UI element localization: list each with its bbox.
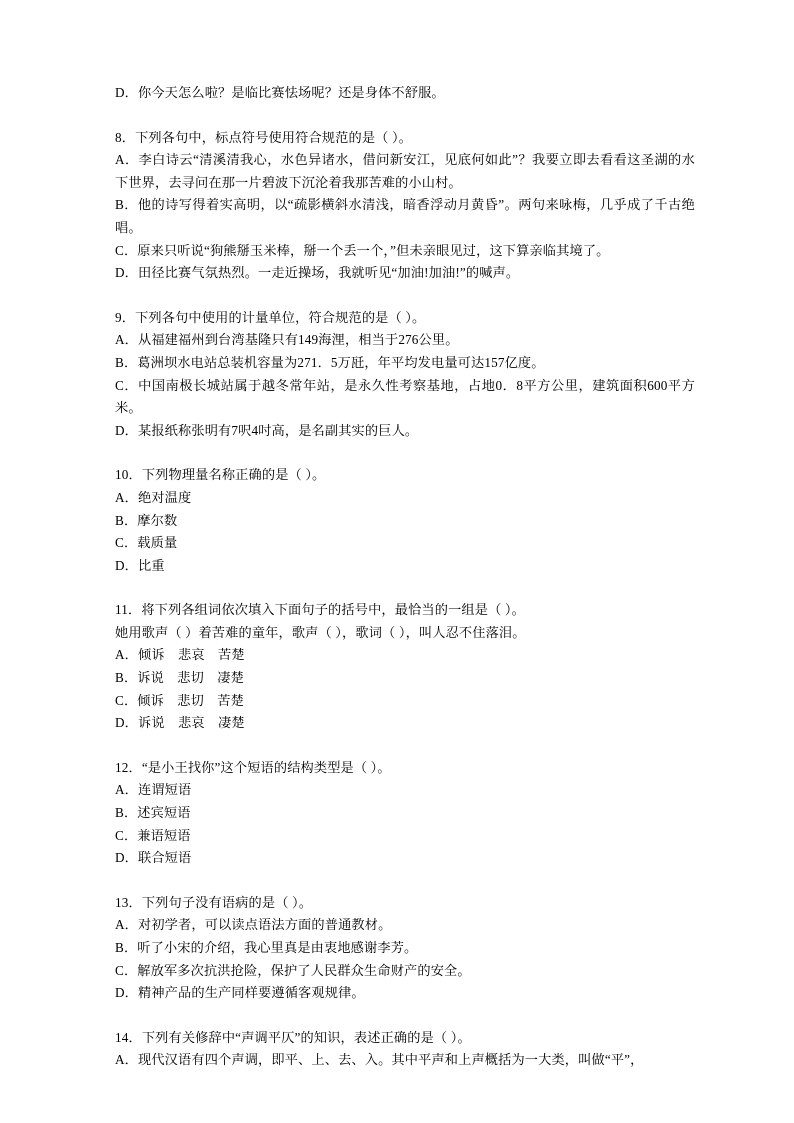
question-block-13 (115, 892, 695, 1005)
question-stem-10: 10．下列物理量名称正确的是（ ）。 (115, 467, 326, 483)
question-11-option-d: D．诉说 悲哀 凄楚 (115, 715, 245, 731)
question-8-option-c: C．原来只听说“狗熊掰玉米棒，掰一个丢一个，”但未亲眼见过，这下算亲临其境了。 (115, 242, 610, 258)
question-block-14 (115, 1027, 695, 1072)
question-9-option-a: A．从福建福州到台湾基隆只有149海浬，相当于276公里。 (115, 332, 459, 348)
question-13-option-a: A．对初学者，可以读点语法方面的普通教材。 (115, 917, 392, 933)
question-8-option-d: D．田径比赛气氛热烈。一走近操场，我就听见“加油!加油!”的喊声。 (115, 265, 520, 281)
question-stem-13: 13．下列句子没有语病的是（ ）。 (115, 894, 313, 910)
question-10-option-b: B．摩尔数 (115, 512, 178, 528)
question-stem-11: 11．将下列各组词依次填入下面句子的括号中，最恰当的一组是（ ）。 (115, 602, 525, 618)
page-content (115, 82, 695, 1072)
question-14-option-a: A．现代汉语有四个声调，即平、上、去、入。其中平声和上声概括为一大类，叫做“平”， (115, 1052, 644, 1068)
question-13-option-b: B．听了小宋的介绍，我心里真是由衷地感谢李芳。 (115, 940, 418, 955)
question-8-option-b: B．他的诗写得着实高明，以“疏影横斜水清浅，暗香浮动月黄昏”。两句来咏梅，几乎成了千古绝唱。 (115, 197, 695, 235)
question-block-10 (115, 464, 695, 577)
leading-fragment-line: D．你今天怎么啦？是临比赛怯场呢？还是身体不舒服。 (115, 85, 445, 100)
question-11-option-b: B．诉说 悲切 凄楚 (115, 670, 244, 686)
question-13-option-c: C．解放军多次抗洪抢险，保护了人民群众生命财产的安全。 (115, 962, 471, 978)
question-12-option-c: C．兼语短语 (115, 827, 191, 843)
question-12-option-d: D．联合短语 (115, 850, 192, 866)
question-10-option-c: C．载质量 (115, 535, 178, 551)
question-13-option-d: D．精神产品的生产同样要遵循客观规律。 (115, 985, 365, 1001)
question-block-9 (115, 307, 695, 443)
question-8-option-a: A．李白诗云“清溪清我心，水色异诸水，借问新安江，见底何如此”？我要立即去看看这圣湖的水下世界，去寻问在那一片碧波下沉沦着我那苦难的小山村。 (115, 152, 695, 190)
question-block-8 (115, 127, 695, 285)
question-11-prompt: 她用歌声（ ）着苦难的童年，歌声（ ），歌词（ ），叫人忍不住落泪。 (115, 624, 526, 640)
question-9-option-b: B．葛洲坝水电站总装机容量为271．5万瓩，年平均发电量可达157亿度。 (115, 354, 545, 370)
question-10-option-a: A．绝对温度 (115, 489, 192, 505)
question-12-option-b: B．述宾短语 (115, 805, 191, 821)
leading-fragment-block (115, 82, 695, 105)
question-11-option-a: A．倾诉 悲哀 苦楚 (115, 647, 245, 663)
question-9-option-d: D．某报纸称张明有7呎4吋高，是名副其实的巨人。 (115, 422, 419, 438)
question-stem-14: 14．下列有关修辞中“声调平仄”的知识，表述正确的是（ ）。 (115, 1029, 471, 1045)
question-stem-9: 9．下列各句中使用的计量单位，符合规范的是（ ）。 (115, 309, 426, 325)
question-11-option-c: C．倾诉 悲切 苦楚 (115, 692, 244, 708)
question-10-option-d: D．比重 (115, 557, 165, 573)
question-block-12 (115, 757, 695, 870)
question-block-11 (115, 599, 695, 735)
question-12-option-a: A．连谓短语 (115, 782, 192, 798)
question-stem-12: 12．“是小王找你”这个短语的结构类型是（ ）。 (115, 759, 391, 775)
question-stem-8: 8．下列各句中，标点符号使用符合规范的是（ ）。 (115, 129, 413, 145)
question-9-option-c: C．中国南极长城站属于越冬常年站，是永久性考察基地，占地0．8平方公里，建筑面积600平方米。 (115, 377, 695, 416)
